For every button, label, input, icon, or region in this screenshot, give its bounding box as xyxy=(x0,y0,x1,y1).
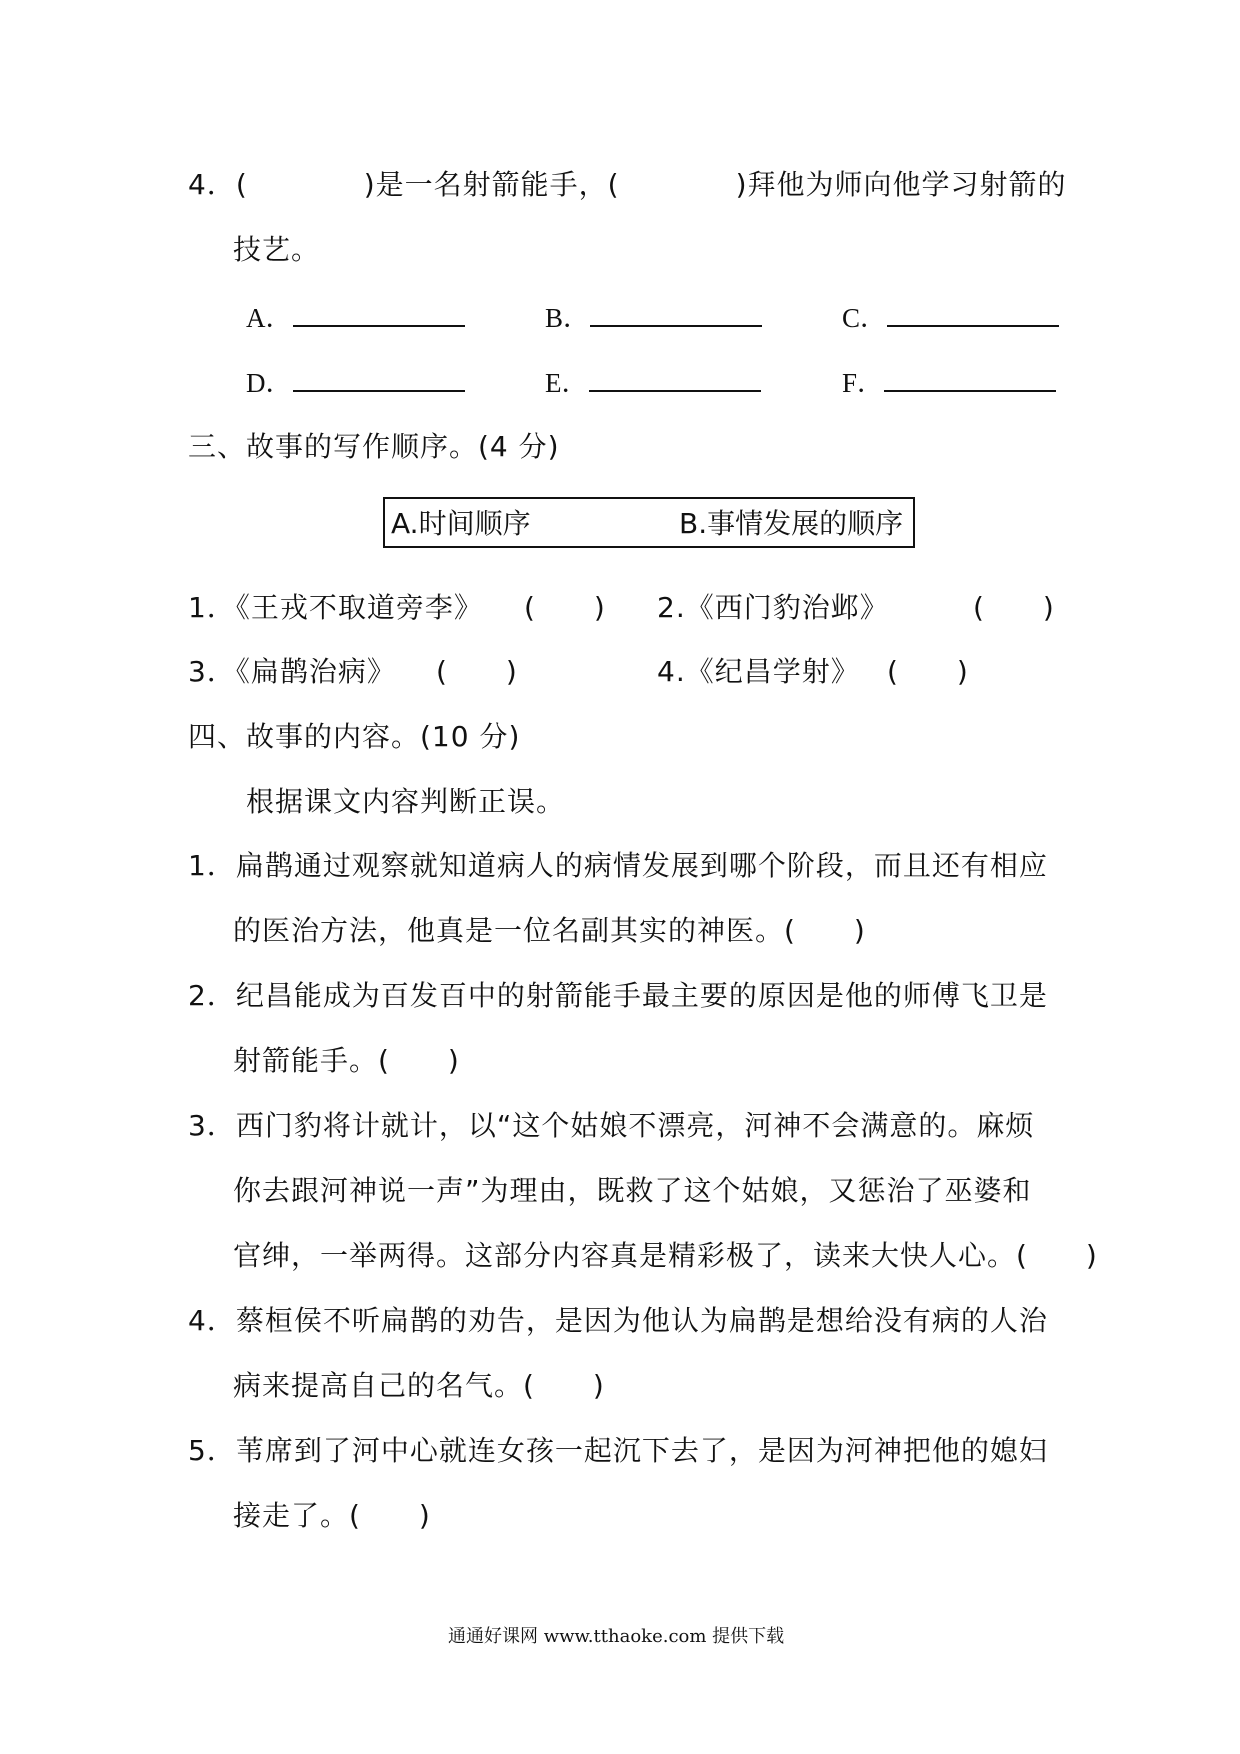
order-item-4-label: 4.《纪昌学射》 xyxy=(657,655,860,688)
judge-q1-line1: 1．扁鹊通过观察就知道病人的病情发展到哪个阶段，而且还有相应 xyxy=(188,849,1048,882)
option-c xyxy=(842,298,1059,338)
option-e-blank[interactable] xyxy=(589,364,761,392)
option-a-label: A． xyxy=(246,303,293,333)
option-d-label: D． xyxy=(246,368,293,398)
judge-q2-line2: 射箭能手。( ) xyxy=(233,1044,460,1077)
section4-instruction: 根据课文内容判断正误。 xyxy=(246,785,566,818)
judge-q3-line1: 3．西门豹将计就计，以“这个姑娘不漂亮，河神不会满意的。麻烦 xyxy=(188,1109,1035,1142)
option-f-label: F． xyxy=(842,368,885,398)
order-item-2-label: 2.《西门豹治邺》 xyxy=(657,591,889,624)
option-b-label: B． xyxy=(545,303,591,333)
judge-q4-line2: 病来提高自己的名气。( ) xyxy=(233,1369,605,1402)
option-a-blank[interactable] xyxy=(293,299,465,327)
order-item-3-paren[interactable]: ( ) xyxy=(436,655,518,688)
option-b xyxy=(545,298,762,338)
option-e xyxy=(545,363,761,403)
choice-b: B.事情发展的顺序 xyxy=(679,507,904,540)
order-item-1-label: 1．《王戎不取道旁李》 xyxy=(188,591,483,624)
option-c-blank[interactable] xyxy=(887,299,1059,327)
q4-fill-line2: 技艺。 xyxy=(233,233,321,266)
q4-fill-line1: 4．( )是一名射箭能手，( )拜他为师向他学习射箭的 xyxy=(188,168,1067,201)
section4-heading: 四、故事的内容。(10 分) xyxy=(188,720,521,753)
option-c-label: C． xyxy=(842,303,888,333)
option-f xyxy=(842,363,1056,403)
judge-q5-line1: 5．苇席到了河中心就连女孩一起沉下去了，是因为河神把他的媳妇 xyxy=(188,1434,1048,1467)
judge-q2-line1: 2．纪昌能成为百发百中的射箭能手最主要的原因是他的师傅飞卫是 xyxy=(188,979,1048,1012)
option-f-blank[interactable] xyxy=(884,364,1056,392)
judge-q4-line1: 4．蔡桓侯不听扁鹊的劝告，是因为他认为扁鹊是想给没有病的人治 xyxy=(188,1304,1048,1337)
judge-q5-line2: 接走了。( ) xyxy=(233,1499,431,1532)
judge-q1-line2: 的医治方法，他真是一位名副其实的神医。( ) xyxy=(233,914,866,947)
order-item-1-paren[interactable]: ( ) xyxy=(524,591,606,624)
order-item-3-label: 3．《扁鹊治病》 xyxy=(188,655,396,688)
option-a xyxy=(246,298,465,338)
option-e-label: E． xyxy=(545,368,589,398)
order-item-4-paren[interactable]: ( ) xyxy=(887,655,969,688)
option-d-blank[interactable] xyxy=(293,364,465,392)
option-b-blank[interactable] xyxy=(590,299,762,327)
order-choice-box xyxy=(383,497,915,548)
section3-heading: 三、故事的写作顺序。(4 分) xyxy=(188,430,560,463)
choice-a: A.时间顺序 xyxy=(391,507,531,540)
footer-credit: 通通好课网 www.tthaoke.com 提供下载 xyxy=(448,1626,785,1647)
judge-q3-line3: 官绅，一举两得。这部分内容真是精彩极了，读来大快人心。( ) xyxy=(233,1239,1098,1272)
judge-q3-line2: 你去跟河神说一声”为理由，既救了这个姑娘，又惩治了巫婆和 xyxy=(233,1174,1032,1207)
order-item-2-paren[interactable]: ( ) xyxy=(973,591,1055,624)
option-d xyxy=(246,363,465,403)
